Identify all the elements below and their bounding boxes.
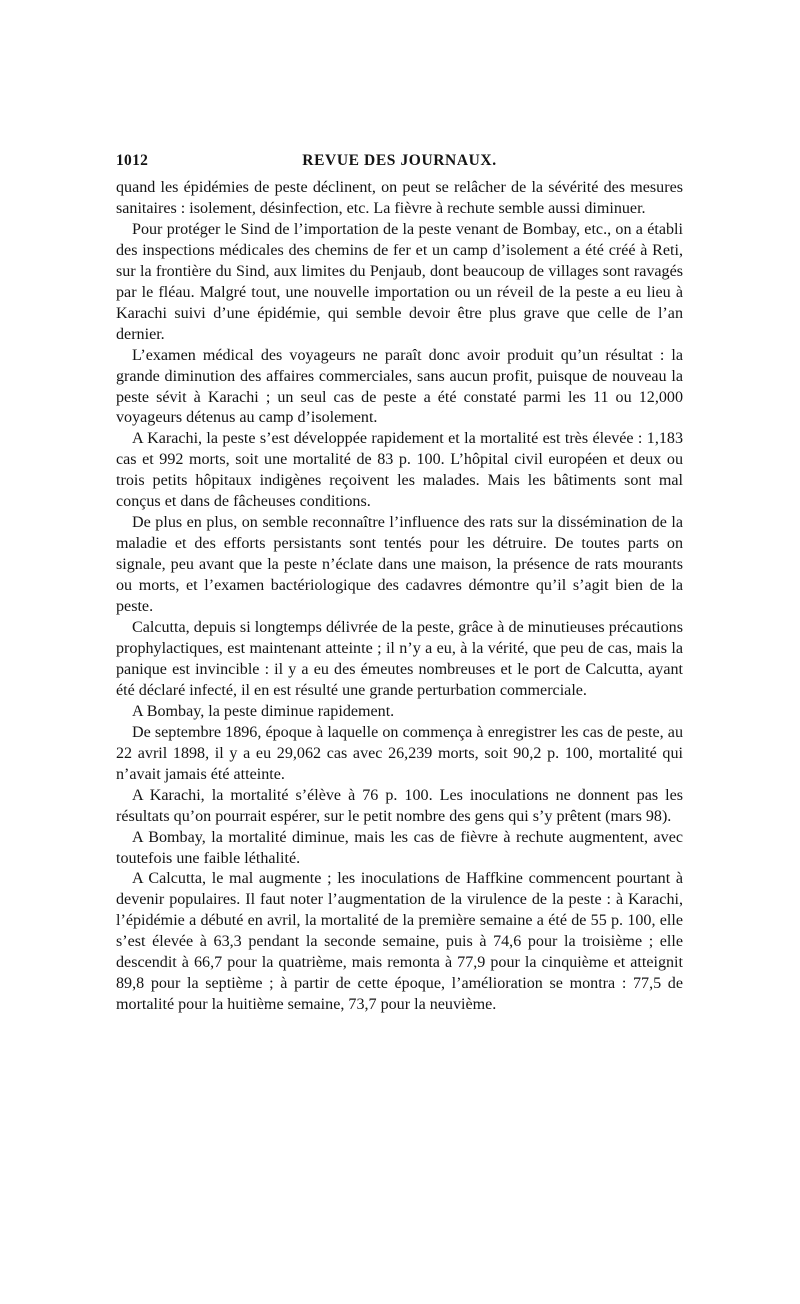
running-title: REVUE DES JOURNAUX. — [302, 152, 497, 169]
paragraph-calcutta: Calcutta, depuis si longtemps délivrée de la peste, grâce à de minutieuses précautions prophylactiques, est maintenant atteinte ; il n’y a eu, à la vérité, que peu de cas, mais la panique est invincible : il y a eu des émeutes nombreuses et le port de Calcutta, ayant été déclaré infecté, il en est résulté une grande perturbation commerciale. — [116, 619, 683, 699]
running-header — [116, 152, 683, 178]
paragraph-bombay-fever: A Bombay, la mortalité diminue, mais les cas de fièvre à rechute augmentent, avec toutefois une faible léthalité. — [116, 828, 683, 867]
paragraph-rats: De plus en plus, on semble reconnaître l’influence des rats sur la dissémination de la maladie et des efforts persistants sont tentés pour les détruire. De toutes parts on signale, peu avant que la peste n’éclate dans une maison, la présence de rats mourants ou morts, et l’examen bactériologique des cadavres démontre qu’il s’agit bien de la peste. — [116, 514, 683, 616]
paragraph-sind-protection: Pour protéger le Sind de l’importation de la peste venant de Bombay, etc., on a établi des inspections médicales des chemins de fer et un camp d’isolement a été créé à Reti, sur la frontière du Sind, aux limites du Penjaub, dont beaucoup de villages sont ravagés par le fléau. Malgré tout, une nouvelle importation ou un réveil de la peste a eu lieu à Karachi suivi d’une épidémie, qui semble devoir être plus grave que celle de l’an dernier. — [116, 220, 683, 343]
page-number: 1012 — [116, 152, 149, 169]
paragraph-medical-examination: L’examen médical des voyageurs ne paraît donc avoir produit qu’un résultat : la grande diminution des affaires commerciales, sans aucun profit, puisque de nouveau la peste sévit à Karachi ; un seul cas de peste a été constaté parmi les 11 ou 12,000 voyageurs détenus au camp d’isolement. — [116, 346, 683, 427]
paragraph-statistics: De septembre 1896, époque à laquelle on commença à enregistrer les cas de peste, au 22 avril 1898, il y a eu 29,062 cas avec 26,239 morts, soit 90,2 p. 100, mortalité qui n’avait jamais été atteinte. — [116, 723, 683, 783]
paragraph-karachi-inoculations: A Karachi, la mortalité s’élève à 76 p. 100. Les inoculations ne donnent pas les résultats qu’on pourrait espérer, sur le petit nombre des gens qui s’y prêtent (mars 98). — [116, 786, 683, 825]
paragraph-karachi-mortality: A Karachi, la peste s’est développée rapidement et la mortalité est très élevée : 1,183 cas et 992 morts, soit une mortalité de 83 p. 100. L’hôpital civil européen et deux ou trois petits hôpitaux indigènes reçoivent les malades. Mais les bâtiments sont mal conçus et dans de fâcheuses conditions. — [116, 430, 683, 511]
article-body — [116, 178, 683, 1016]
paragraph-bombay-decline: A Bombay, la peste diminue rapidement. — [132, 702, 395, 720]
paragraph-calcutta-virulence: A Calcutta, le mal augmente ; les inoculations de Haffkine commencent pourtant à devenir populaires. Il faut noter l’augmentation de la virulence de la peste : à Karachi, l’épidémie a débuté en avril, la mortalité de la première semaine a été de 55 p. 100, elle s’est élevée à 63,3 pendant la seconde semaine, puis à 74,6 pour la troisième ; elle descendit à 66,7 pour la quatrième, mais remonta à 77,9 pour la cinquième et atteignit 89,8 pour la septième ; à partir de cette époque, l’amélioration se montra : 77,5 de mortalité pour la huitième semaine, 73,7 pour la neuvième. — [116, 870, 683, 1014]
journal-page — [116, 152, 683, 1016]
paragraph-continuation: quand les épidémies de peste déclinent, on peut se relâcher de la sévérité des mesures sanitaires : isolement, désinfection, etc. La fièvre à rechute semble aussi diminuer. — [116, 179, 683, 217]
